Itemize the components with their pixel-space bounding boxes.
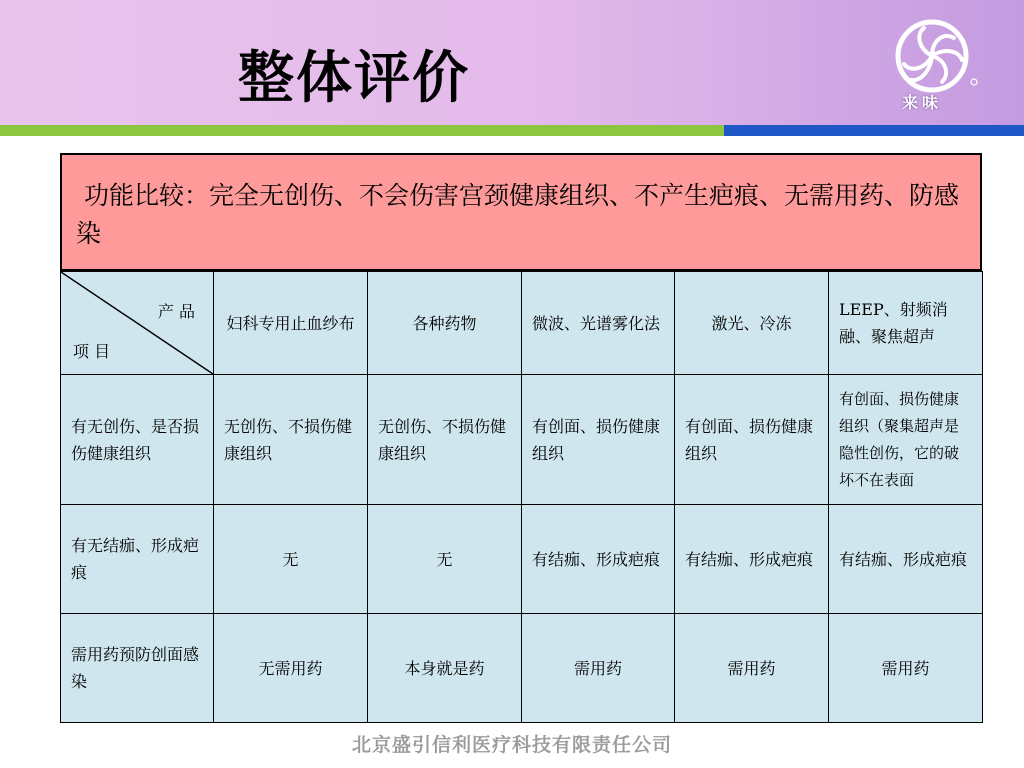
- table-cell: 需用药: [522, 614, 675, 723]
- table-cell: 有结痂、形成疤痕: [522, 505, 675, 614]
- divider-green: [0, 125, 724, 136]
- header-band: [0, 0, 1024, 125]
- footer-company-name: 北京盛引信利医疗科技有限责任公司: [351, 734, 672, 756]
- page-title: 整体评价: [238, 46, 470, 111]
- table-row: [61, 614, 983, 723]
- table-cell: 无创伤、不损伤健康组织: [368, 375, 522, 505]
- row-label: 需用药预防创面感染: [61, 614, 214, 723]
- table-cell: 有结痂、形成疤痕: [829, 505, 983, 614]
- corner-header-cell: [61, 272, 214, 375]
- table-cell: 无需用药: [214, 614, 368, 723]
- table-header-row: [61, 272, 983, 375]
- table-cell: 有创面、损伤健康组织（聚集超声是隐性创伤，它的破坏不在表面: [829, 375, 983, 505]
- row-label: 有无结痂、形成疤痕: [61, 505, 214, 614]
- table-row: [61, 505, 983, 614]
- column-header: 妇科专用止血纱布: [214, 272, 368, 375]
- table-cell: 有结痂、形成疤痕: [675, 505, 829, 614]
- row-label: 有无创伤、是否损伤健康组织: [61, 375, 214, 505]
- logo-text: 来味: [902, 93, 943, 112]
- banner-text: 功能比较：完全无创伤、不会伤害宫颈健康组织、不产生疤痕、无需用药、防感染: [76, 181, 960, 248]
- corner-bottom-label: 项 目: [73, 342, 111, 361]
- comparison-table: [60, 271, 983, 723]
- table-cell: 有创面、损伤健康组织: [675, 375, 829, 505]
- column-header: 激光、冷冻: [675, 272, 829, 375]
- table-cell: 无: [368, 505, 522, 614]
- table-row: [61, 375, 983, 505]
- column-header: LEEP、射频消融、聚焦超声: [829, 272, 983, 375]
- divider-blue: [724, 125, 1024, 136]
- function-comparison-banner: [60, 153, 982, 271]
- table-cell: 有创面、损伤健康组织: [522, 375, 675, 505]
- table-cell: 需用药: [675, 614, 829, 723]
- table-cell: 本身就是药: [368, 614, 522, 723]
- table-cell: 无创伤、不损伤健康组织: [214, 375, 368, 505]
- table-cell: 需用药: [829, 614, 983, 723]
- corner-top-label: 产 品: [157, 302, 195, 321]
- table-cell: 无: [214, 505, 368, 614]
- column-header: 各种药物: [368, 272, 522, 375]
- column-header: 微波、光谱雾化法: [522, 272, 675, 375]
